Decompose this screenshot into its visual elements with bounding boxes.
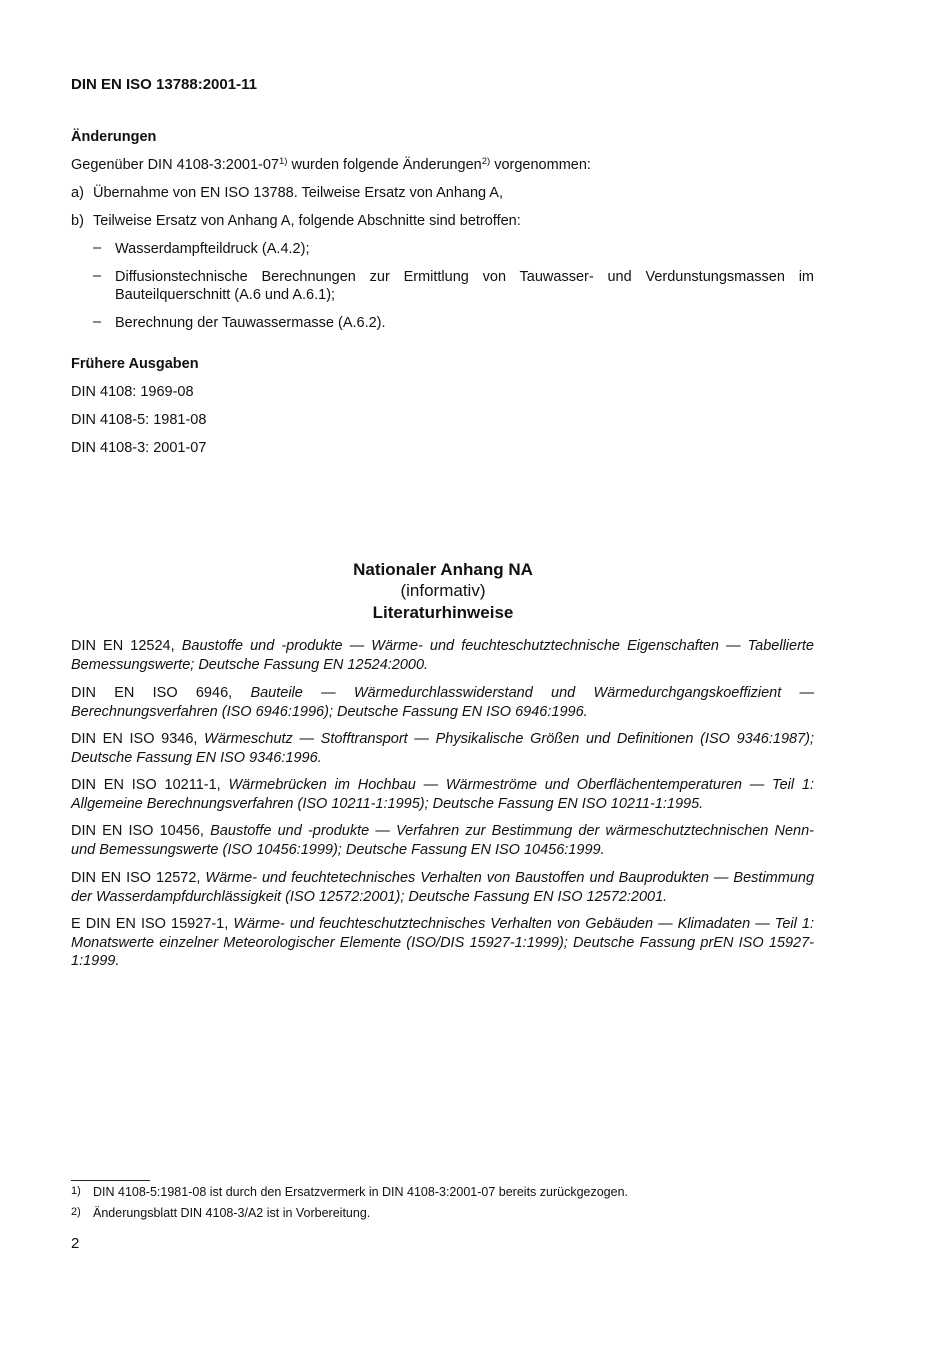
document-id: DIN EN ISO 13788:2001-11 [71,76,257,93]
change-item-text: Übernahme von EN ISO 13788. Teilweise Ersatz von Anhang A, [93,185,504,201]
reference-standard: DIN EN 12524, [71,638,175,654]
changes-intro-pre: Gegenüber DIN 4108-3:2001-07 [71,157,279,173]
change-item-label: a) [71,185,84,201]
changes-intro [71,156,591,176]
change-item-a [71,184,503,202]
reference-standard: DIN EN ISO 10456, [71,823,204,839]
reference-entry [71,730,814,767]
dash-item-text: Wasserdampfteildruck (A.4.2); [115,241,310,257]
footnote-divider [71,1180,150,1181]
changes-heading: Änderungen [71,129,157,145]
reference-standard: DIN EN ISO 9346, [71,731,198,747]
annex-title: Nationaler Anhang NA [353,560,533,579]
reference-standard: E DIN EN ISO 15927-1, [71,916,229,932]
reference-standard: DIN EN ISO 12572, [71,870,201,886]
footnote-text: Änderungsblatt DIN 4108-3/A2 ist in Vorbereitung. [93,1206,371,1220]
dash-item-text: Diffusionstechnische Berechnungen zur Ermittlung von Tauwasser- und Verdunstungsmassen im Bauteilquerschnitt (A.6 und A.6.1); [115,269,814,303]
reference-standard: DIN EN ISO 6946, [71,685,233,701]
reference-entry [71,637,814,674]
reference-title: Wärmeschutz — Stofftransport — Physikalische Größen und Definitionen (ISO 9346:1987); Deutsche Fassung EN ISO 9346:1996. [71,731,815,766]
reference-entry [71,869,814,906]
change-item-label: b) [71,213,84,229]
previous-editions-heading: Frühere Ausgaben [71,356,199,372]
reference-title: Bauteile — Wärmedurchlasswiderstand und Wärmedurchgangskoeffizient — Berechnungsverfahren (ISO 6946:1996); Deutsche Fassung EN ISO 6946:1996. [71,685,815,720]
reference-title: Wärme- und feuchteschutztechnisches Verhalten von Gebäuden — Klimadaten — Teil 1: Monatswerte einzelner Meteorologischer Elemente (ISO/DIS 15927-1:1999); Deutsche Fassung prEN ISO 15927-1:1999. [71,916,814,969]
reference-entry [71,684,814,721]
footnote [71,1184,628,1201]
change-item-text: Teilweise Ersatz von Anhang A, folgende Abschnitte sind betroffen: [93,213,521,229]
footnote-ref-1: 1) [278,156,288,167]
reference-title: Wärmebrücken im Hochbau — Wärmeströme und Oberflächentemperaturen — Teil 1: Allgemeine Berechnungsverfahren (ISO 10211-1:1995); Deutsche Fassung EN ISO 10211-1:1995. [71,777,814,812]
reference-title: Baustoffe und -produkte — Wärme- und feuchteschutztechnische Eigenschaften — Tabellierte Bemessungswerte; Deutsche Fassung EN 12524:2000. [71,638,814,673]
page-number: 2 [71,1235,80,1252]
annex-subtitle: (informativ) [400,581,486,600]
previous-edition-item: DIN 4108: 1969-08 [71,384,194,400]
reference-entry [71,915,814,971]
dash-item-text: Berechnung der Tauwassermasse (A.6.2). [115,315,386,331]
change-item-b [71,212,521,230]
footnote-text: DIN 4108-5:1981-08 ist durch den Ersatzvermerk in DIN 4108-3:2001-07 bereits zurückgezogen. [93,1185,629,1199]
changes-intro-post: vorgenommen: [490,157,591,173]
annex-heading: Literaturhinweise [372,603,514,622]
footnote-ref-2: 2) [481,156,491,167]
footnote [71,1205,370,1222]
footnote-number: 1) [71,1185,81,1197]
previous-edition-item: DIN 4108-5: 1981-08 [71,412,207,428]
dash-symbol: – [93,314,102,330]
reference-title: Wärme- und feuchtetechnisches Verhalten von Baustoffen und Bauprodukten — Bestimmung der Wasserdampfdurchlässigkeit (ISO 12572:2001); Deutsche Fassung EN ISO 12572:2001. [71,870,815,905]
reference-entry [71,822,814,859]
dash-symbol: – [93,240,102,256]
reference-standard: DIN EN ISO 10211-1, [71,777,221,793]
previous-edition-item: DIN 4108-3: 2001-07 [71,440,207,456]
reference-entry [71,776,814,813]
dash-symbol: – [93,268,102,284]
footnote-number: 2) [71,1206,81,1218]
changes-intro-mid: wurden folgende Änderungen [287,157,482,173]
reference-title: Baustoffe und -produkte — Verfahren zur Bestimmung der wärmeschutztechnischen Nenn- und Bemessungswerte (ISO 10456:1999); Deutsche Fassung EN ISO 10456:1999. [71,823,815,858]
